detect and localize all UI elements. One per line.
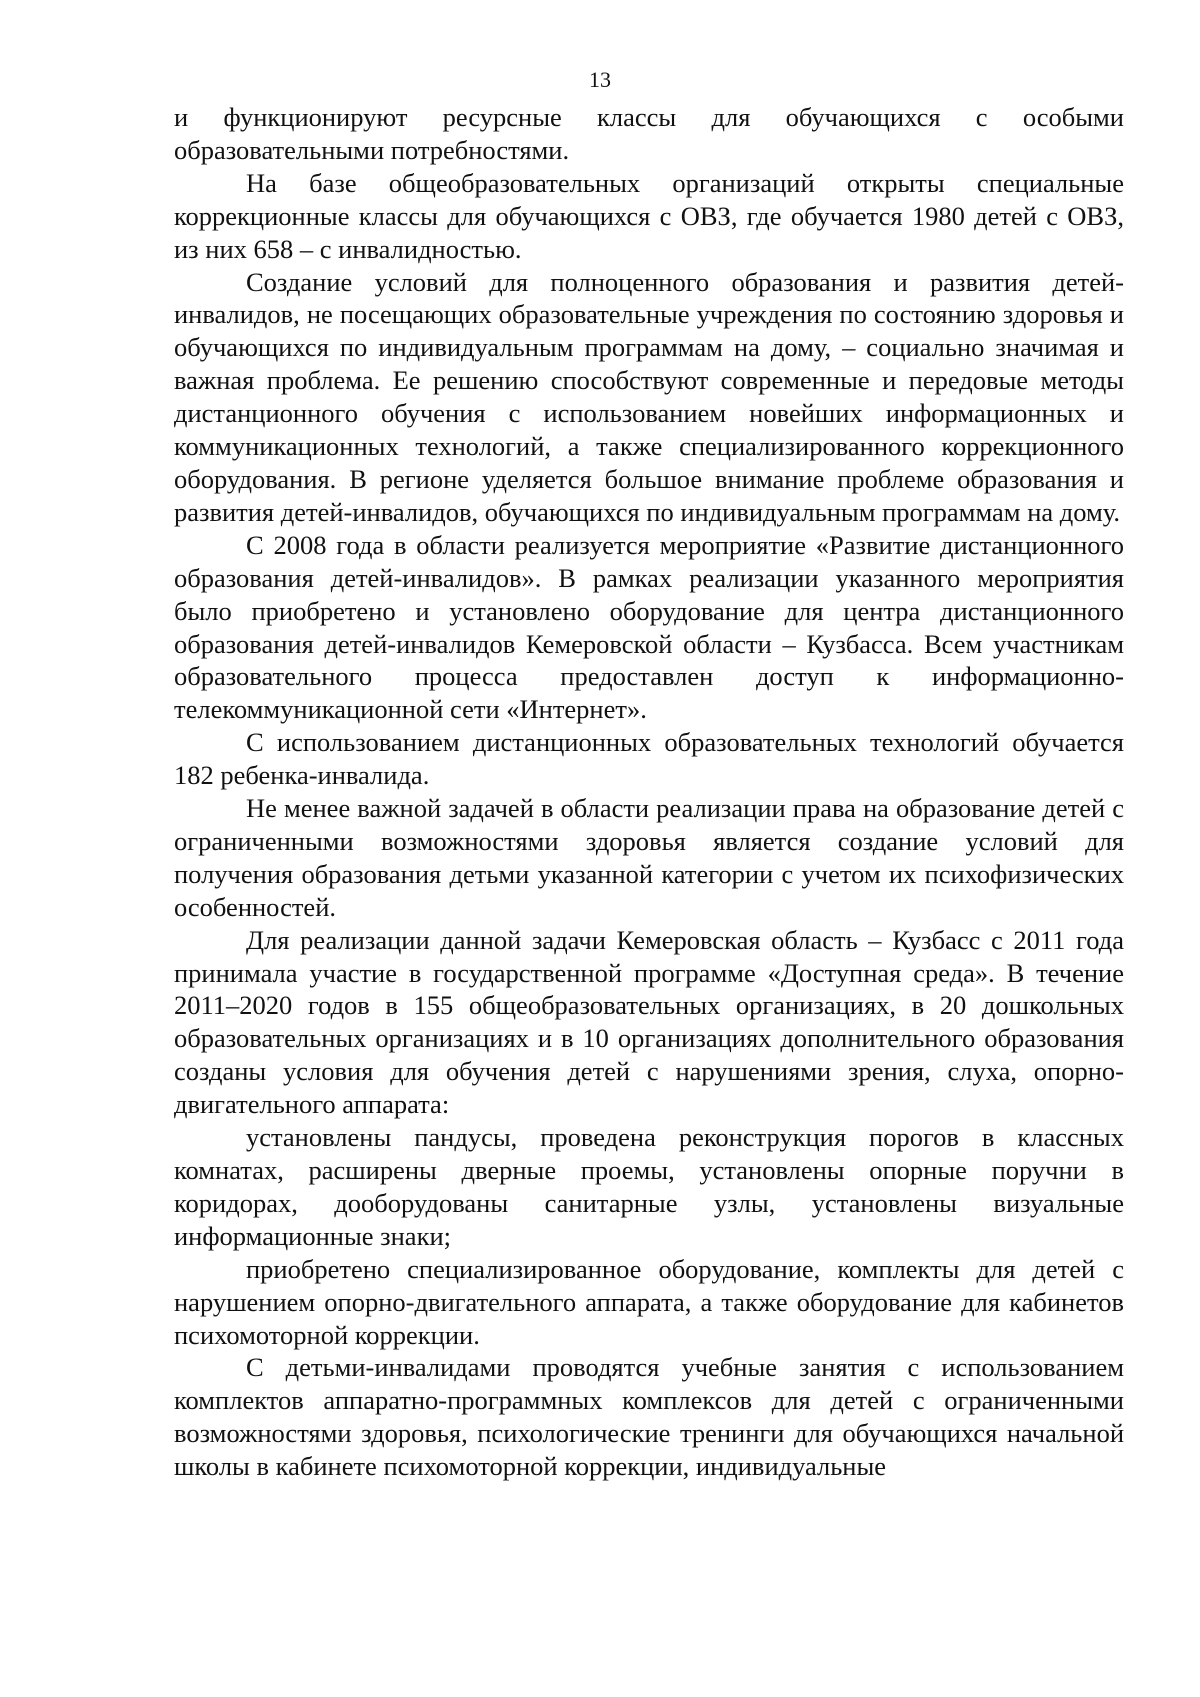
paragraph-7: Для реализации данной задачи Кемеровская область – Кузбасс с 2011 года принимала участие в государственной программе «Доступная среда». В течение 2011–2020 годов в 155 общеобразовательных организациях, в 20 дошкольных образовательных организациях и в 10 организациях дополнительного образования созданы условия для обучения детей с нарушениями зрения, слуха, опорно-двигательного аппарата:	[174, 924, 1124, 1120]
paragraph-2: На базе общеобразовательных организаций открыты специальные коррекционные классы для обучающихся с ОВЗ, где обучается 1980 детей с ОВЗ, из них 658 – с инвалидностью.	[174, 167, 1124, 264]
paragraph-6: Не менее важной задачей в области реализации права на образование детей с ограниченными возможностями здоровья является создание условий для получения образования детьми указанной категории с учетом их психофизических особенностей.	[174, 793, 1124, 922]
paragraph-10: С детьми-инвалидами проводятся учебные занятия с использованием комплектов аппаратно-программных комплексов для детей с ограниченными возможностями здоровья, психологические тренинги для обучающихся начальной школы в кабинете психомоторной коррекции, индивидуальные	[174, 1352, 1124, 1482]
paragraph-4: С 2008 года в области реализуется мероприятие «Развитие дистанционного образования детей-инвалидов». В рамках реализации указанного мероприятия было приобретено и установлено оборудование для центра дистанционного образования детей-инвалидов Кемеровской области – Кузбасса. Всем участникам образовательного процесса предоставлен доступ к информационно-телекоммуникационной сети «Интернет».	[174, 529, 1124, 725]
body-text	[174, 101, 1124, 1483]
paragraph-3: Создание условий для полноценного образования и развития детей-инвалидов, не посещающих образовательные учреждения по состоянию здоровья и обучающихся по индивидуальным программам на дому, – социально значимая и важная проблема. Ее решению способствуют современные и передовые методы дистанционного обучения с использованием новейших информационных и коммуникационных технологий, а также специализированного коррекционного оборудования. В регионе уделяется большое внимание проблеме образования и развития детей-инвалидов, обучающихся по индивидуальным программам на дому.	[174, 266, 1124, 527]
page-number: 13	[589, 67, 611, 92]
paragraph-8: установлены пандусы, проведена реконструкция порогов в классных комнатах, расширены дверные проемы, установлены опорные поручни в коридорах, дооборудованы санитарные узлы, установлены визуальные информационные знаки;	[174, 1122, 1124, 1251]
paragraph-9: приобретено специализированное оборудование, комплекты для детей с нарушением опорно-двигательного аппарата, а также оборудование для кабинетов психомоторной коррекции.	[174, 1253, 1124, 1350]
paragraph-1: и функционируют ресурсные классы для обучающихся с особыми образовательными потребностями.	[174, 102, 1124, 165]
paragraph-5: С использованием дистанционных образовательных технологий обучается 182 ребенка-инвалида.	[174, 727, 1124, 791]
